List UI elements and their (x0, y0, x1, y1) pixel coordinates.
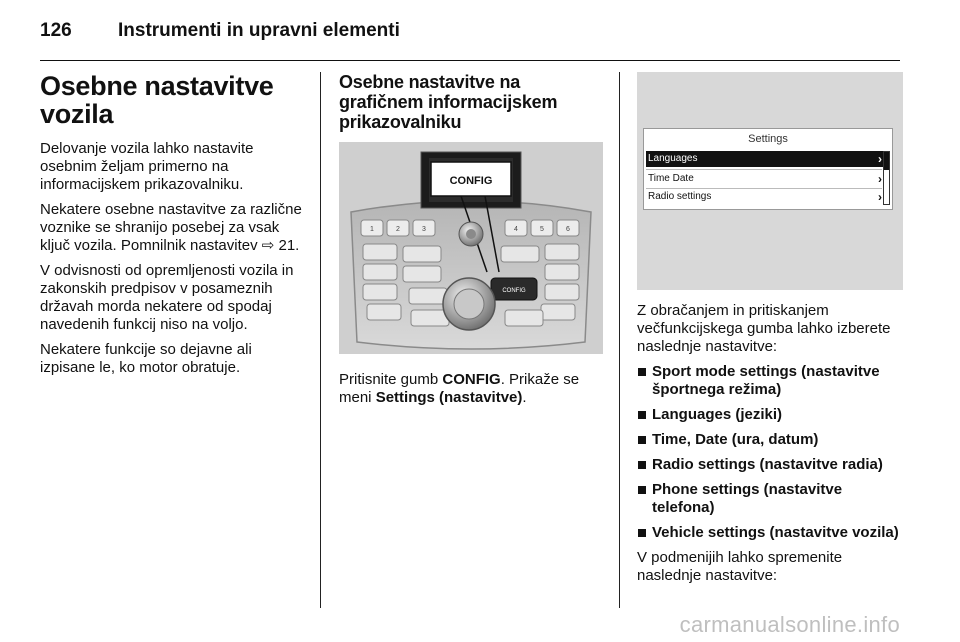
column-2 (339, 72, 603, 414)
outro-paragraph: V podmenijih lahko spremenite naslednje nastavitve: (637, 549, 843, 584)
running-title: Instrumenti in upravni elementi (118, 20, 400, 41)
header-rule (40, 60, 900, 61)
column-3 (637, 72, 903, 592)
settings-display-title: Settings (748, 133, 788, 145)
paragraph: Delovanje vozila lahko nastavite osebnim željam primerno na informacijskem prikazovalniku. (40, 140, 254, 193)
preset-label: 6 (566, 226, 570, 233)
preset-label: 2 (396, 226, 400, 233)
paragraph: V odvisnosti od opremljenosti vozila in zakonskih predpisov v posameznih državah morda nekatere od spodaj navedenih funkcij niso na voljo. (40, 262, 294, 333)
paragraph: Nekatere osebne nastavitve za različne voznike se shranijo posebej za vsak ključ vozila. Pomnilnik nastavitev ⇨ 21. (40, 201, 302, 254)
paragraph: Nekatere funkcije so dejavne ali izpisane le, ko motor obratuje. (40, 341, 252, 376)
list-item: Vehicle settings (nastavitve vozila) (637, 524, 903, 542)
preset-label: 1 (370, 226, 374, 233)
control-panel-photo (339, 142, 603, 354)
chevron-right-icon: › (878, 172, 882, 186)
page-number: 126 (40, 20, 72, 41)
page-header (40, 18, 900, 58)
menu-item-radio-settings[interactable]: Radio settings › (648, 190, 882, 204)
list-item: Sport mode settings (nastavitve športnega režima) (637, 363, 903, 399)
list-item: Languages (jeziki) (637, 406, 903, 424)
watermark: carmanualsonline.info (679, 612, 900, 637)
preset-label: 3 (422, 226, 426, 233)
preset-buttons-right (505, 220, 579, 236)
instruction-paragraph: Pritisnite gumb CONFIG. Prikaže se meni Settings (nastavitve). (339, 371, 580, 406)
intro-paragraph: Z obračanjem in pritiskanjem večfunkcijskega gumba lahko izberete naslednje nastavitve: (637, 302, 891, 355)
menu-scrollbar[interactable] (883, 151, 890, 205)
preset-buttons-left (361, 220, 435, 236)
list-item: Time, Date (ura, datum) (637, 431, 903, 449)
subsection-heading: Osebne nastavitve na grafičnem informacijskem prikazovalniku (339, 72, 558, 132)
settings-term: Settings (nastavitve) (375, 389, 523, 406)
list-item: Radio settings (nastavitve radia) (637, 456, 903, 474)
menu-scrollbar-thumb[interactable] (884, 152, 889, 170)
settings-list (637, 363, 903, 542)
list-item: Phone settings (nastavitve telefona) (637, 481, 903, 517)
config-term: CONFIG (442, 371, 501, 388)
menu-item-time-date[interactable]: Time Date › (648, 172, 882, 186)
column-divider-1 (320, 72, 321, 608)
column-1 (40, 72, 310, 384)
chevron-right-icon: › (878, 190, 882, 204)
settings-screen-figure (637, 72, 903, 290)
chevron-right-icon: › (878, 152, 882, 166)
menu-item-languages[interactable]: Languages › (648, 152, 882, 166)
section-heading: Osebne nastavitve vozila (40, 71, 274, 129)
preset-label: 5 (540, 226, 544, 233)
column-divider-2 (619, 72, 620, 608)
menu-divider (646, 169, 882, 170)
config-callout-label: CONFIG (449, 175, 493, 187)
settings-display (643, 128, 893, 210)
preset-label: 4 (514, 226, 518, 233)
config-button-label: CONFIG (502, 288, 526, 294)
